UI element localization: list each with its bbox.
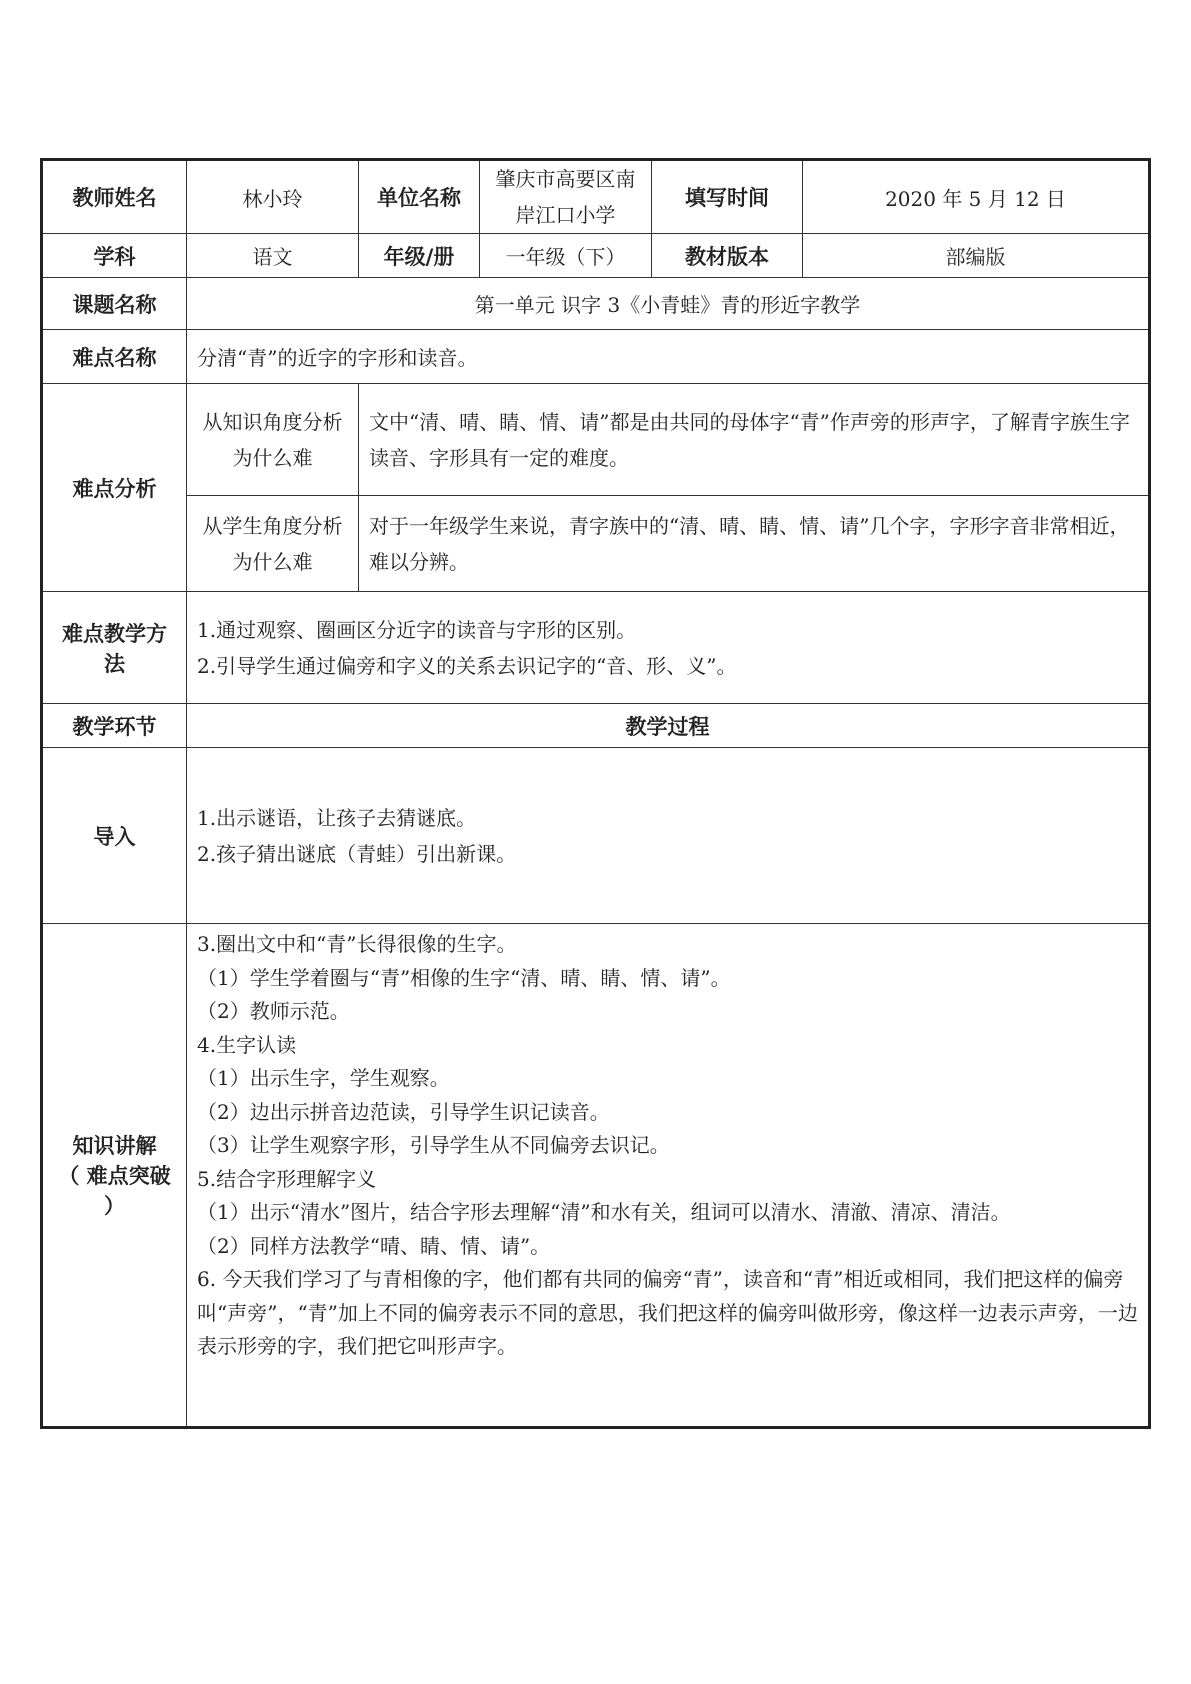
knowledge-line: 5.结合字形理解字义	[197, 1166, 377, 1191]
topic-value: 第一单元 识字 3《小青蛙》青的形近字教学	[187, 278, 1150, 330]
unit-name-line-2: 岸江口小学	[515, 203, 616, 227]
teacher-name-label: 教师姓名	[42, 160, 187, 234]
grade-value: 一年级（下）	[480, 234, 652, 278]
knowledge-line: （1）出示生字，学生观察。	[197, 1066, 450, 1090]
process-header: 教学过程	[187, 704, 1150, 748]
stage-header: 教学环节	[42, 704, 187, 748]
student-angle-line-2: 为什么难	[232, 549, 313, 574]
intro-line: 2.孩子猜出谜底（青蛙）引出新课。	[197, 841, 517, 866]
teacher-name-value: 林小玲	[187, 160, 359, 234]
knowledge-angle-line-2: 为什么难	[232, 445, 313, 470]
intro-content	[187, 748, 1150, 924]
subject-label: 学科	[42, 234, 187, 278]
fill-time-label: 填写时间	[652, 160, 803, 234]
difficulty-label: 难点名称	[42, 330, 187, 384]
knowledge-content	[187, 924, 1150, 1428]
analysis-label: 难点分析	[42, 384, 187, 592]
method-line: 1.通过观察、圈画区分近字的读音与字形的区别。	[197, 617, 637, 642]
knowledge-angle-label	[187, 384, 359, 496]
knowledge-angle-line-1: 从知识角度分析	[202, 409, 343, 434]
unit-name-label: 单位名称	[359, 160, 480, 234]
knowledge-angle-text: 文中“清、晴、睛、情、请”都是由共同的母体字“青”作声旁的形声字，了解青字族生字读音、字形具有一定的难度。	[359, 384, 1150, 496]
method-label: 难点教学方法	[42, 592, 187, 704]
method-line: 2.引导学生通过偏旁和字义的关系去识记字的“音、形、义”。	[197, 653, 737, 678]
student-angle-line-1: 从学生角度分析	[202, 513, 343, 538]
knowledge-label-line-1: 知识讲解	[72, 1134, 157, 1158]
subject-value: 语文	[187, 234, 359, 278]
knowledge-line: （2）教师示范。	[197, 999, 350, 1023]
edition-label: 教材版本	[652, 234, 803, 278]
knowledge-line: （2）同样方法教学“晴、睛、情、请”。	[197, 1233, 551, 1258]
intro-line: 1.出示谜语，让孩子去猜谜底。	[197, 805, 477, 830]
knowledge-line: （1）学生学着圈与“青”相像的生字“清、晴、睛、情、请”。	[197, 965, 731, 990]
knowledge-label-line-2: （ 难点突破 ）	[58, 1164, 171, 1218]
knowledge-line: （2）边出示拼音边范读，引导学生识记读音。	[197, 1099, 610, 1124]
unit-name-value	[480, 160, 652, 234]
intro-label: 导入	[42, 748, 187, 924]
method-content	[187, 592, 1150, 704]
topic-label: 课题名称	[42, 278, 187, 330]
knowledge-line: （3）让学生观察字形，引导学生从不同偏旁去识记。	[197, 1133, 670, 1157]
knowledge-line: 4.生字认读	[197, 1032, 297, 1057]
fill-time-value: 2020 年 5 月 12 日	[803, 160, 1150, 234]
knowledge-line: （1）出示“清水”图片，结合字形去理解“清”和水有关，组词可以清水、清澈、清凉、清洁。	[197, 1200, 1011, 1224]
knowledge-line: 6. 今天我们学习了与青相像的字，他们都有共同的偏旁“青”，读音和“青”相近或相同，我们把这样的偏旁叫“声旁”，“青”加上不同的偏旁表示不同的意思，我们把这样的偏旁叫做形旁，像这样一边表示声旁，一边表示形旁的字，我们把它叫形声字。	[197, 1267, 1138, 1358]
grade-label: 年级/册	[359, 234, 480, 278]
edition-value: 部编版	[803, 234, 1150, 278]
lesson-plan-table	[40, 158, 1151, 1429]
student-angle-text: 对于一年级学生来说，青字族中的“清、晴、睛、情、请”几个字，字形字音非常相近，难以分辨。	[359, 496, 1150, 592]
difficulty-value: 分清“青”的近字的字形和读音。	[187, 330, 1150, 384]
unit-name-line-1: 肇庆市高要区南	[495, 167, 636, 191]
knowledge-label	[42, 924, 187, 1428]
knowledge-line: 3.圈出文中和“青”长得很像的生字。	[197, 932, 517, 956]
student-angle-label	[187, 496, 359, 592]
